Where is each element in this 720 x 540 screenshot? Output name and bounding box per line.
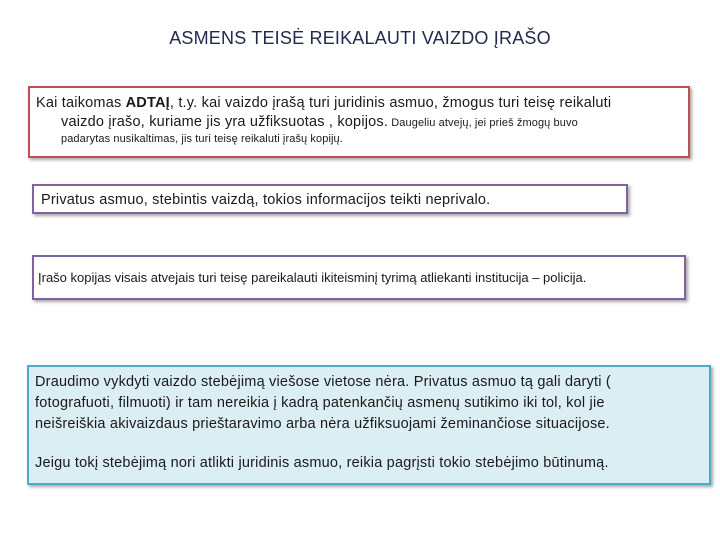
police-copy-text: Įrašo kopijas visais atvejais turi teisę pareikalauti ikiteisminį tyrimą atliekanti institucija – policija. <box>38 270 587 285</box>
police-copy-box <box>32 255 686 300</box>
adtai-line-2-main: vaizdo įrašo, kuriame jis yra užfiksuotas , kopijos. <box>61 114 389 130</box>
adtai-line-2 <box>36 113 682 132</box>
adtai-line-1-rest: , t.y. kai vaizdo įrašą turi juridinis asmuo, žmogus turi teisę reikaluti <box>169 95 612 111</box>
page-title: ASMENS TEISĖ REIKALAUTI VAIZDO ĮRAŠO <box>169 28 551 48</box>
adtai-prefix: Kai taikomas <box>36 95 126 111</box>
adtai-law-abbreviation: ADTAĮ <box>125 95 170 111</box>
surveillance-line-4: Jeigu tokį stebėjimą nori atlikti juridinis asmuo, reikia pagrįsti tokio stebėjimo būtinumą. <box>35 455 609 471</box>
private-person-text: Privatus asmuo, stebintis vaizdą, tokios informacijos teikti neprivalo. <box>41 192 491 208</box>
adtai-line-2-note: Daugeliu atvejų, jei prieš žmogų buvo <box>388 117 578 129</box>
adtai-line-1 <box>36 94 682 113</box>
surveillance-info-box <box>27 365 711 485</box>
adtai-rule-box <box>28 86 690 158</box>
private-person-box <box>32 184 628 214</box>
paragraph-spacer <box>35 435 709 453</box>
surveillance-line-1: Draudimo vykdyti vaizdo stebėjimą viešose vietose nėra. Privatus asmuo tą gali daryti ( <box>35 374 611 390</box>
surveillance-line-3: neišreiškia akivaizdaus prieštaravimo arba nėra užfiksuojami žeminančiose situacijose. <box>35 416 610 432</box>
adtai-line-3-note: padarytas nusikaltimas, jis turi teisę reikaluti įrašų kopijų. <box>61 133 343 145</box>
surveillance-line-2: fotografuoti, filmuoti) ir tam nereikia į kadrą patenkančių asmenų sutikimo iki tol, kol jie <box>35 395 605 411</box>
